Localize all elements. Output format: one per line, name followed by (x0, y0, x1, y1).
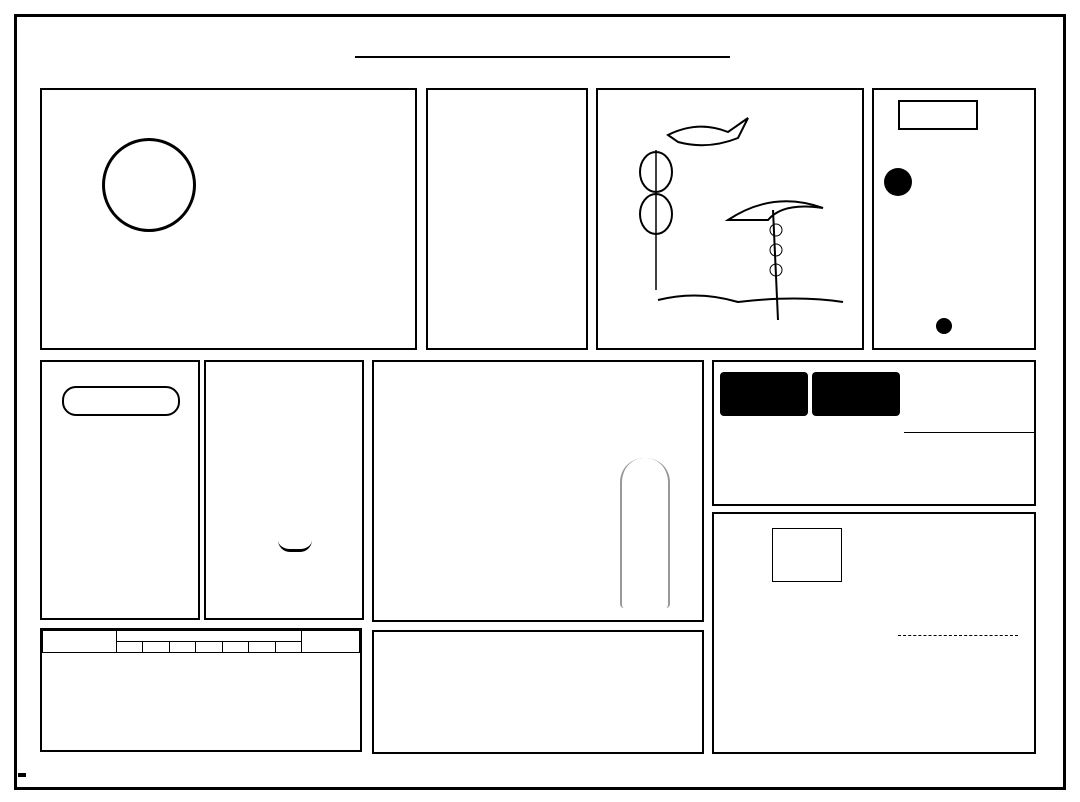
th-sub (143, 642, 169, 653)
pen-icon (772, 528, 842, 582)
divider (904, 432, 1034, 433)
black-dot-icon (936, 318, 952, 334)
xunmatu-title (898, 100, 978, 130)
mark-six-strip-top (15, 64, 1065, 84)
th-sub (222, 642, 248, 653)
results-table (42, 630, 360, 653)
th-sub (196, 642, 222, 653)
scholars-illustration (898, 556, 1018, 636)
tag-total-split (720, 372, 808, 416)
immortal-figure-illustration (620, 458, 670, 608)
th-sub (169, 642, 195, 653)
results-table-box (40, 628, 362, 752)
lhc-numbers-box (426, 88, 588, 350)
footer-label (18, 773, 26, 777)
balls-box (372, 630, 704, 754)
seal-icon (102, 138, 196, 232)
issue-number (878, 20, 898, 44)
th-wave (302, 631, 360, 653)
tiger-icon (278, 536, 312, 552)
th-sub (249, 642, 275, 653)
logo-box (40, 88, 417, 350)
mark-six-strip-left (16, 86, 36, 752)
black-dot-icon (884, 168, 912, 196)
benqi-box (40, 360, 200, 620)
footer-bar (14, 762, 1066, 788)
tag-special-split (812, 372, 900, 416)
poem-box (204, 360, 364, 620)
benqi-title (62, 386, 180, 416)
th-sub (117, 642, 143, 653)
mark-six-strip-right (1043, 86, 1063, 752)
th-result (117, 631, 302, 642)
title-underline (355, 56, 730, 58)
xunmatu-box (872, 88, 1036, 350)
lingma-box (372, 360, 704, 622)
balls-row (384, 640, 696, 748)
th-sub (275, 642, 301, 653)
bird-lantern-illustration (598, 90, 862, 348)
jiema-box (712, 512, 1036, 754)
stats-box (712, 360, 1036, 506)
th-issue (43, 631, 117, 653)
riddle-picture-box (596, 88, 864, 350)
